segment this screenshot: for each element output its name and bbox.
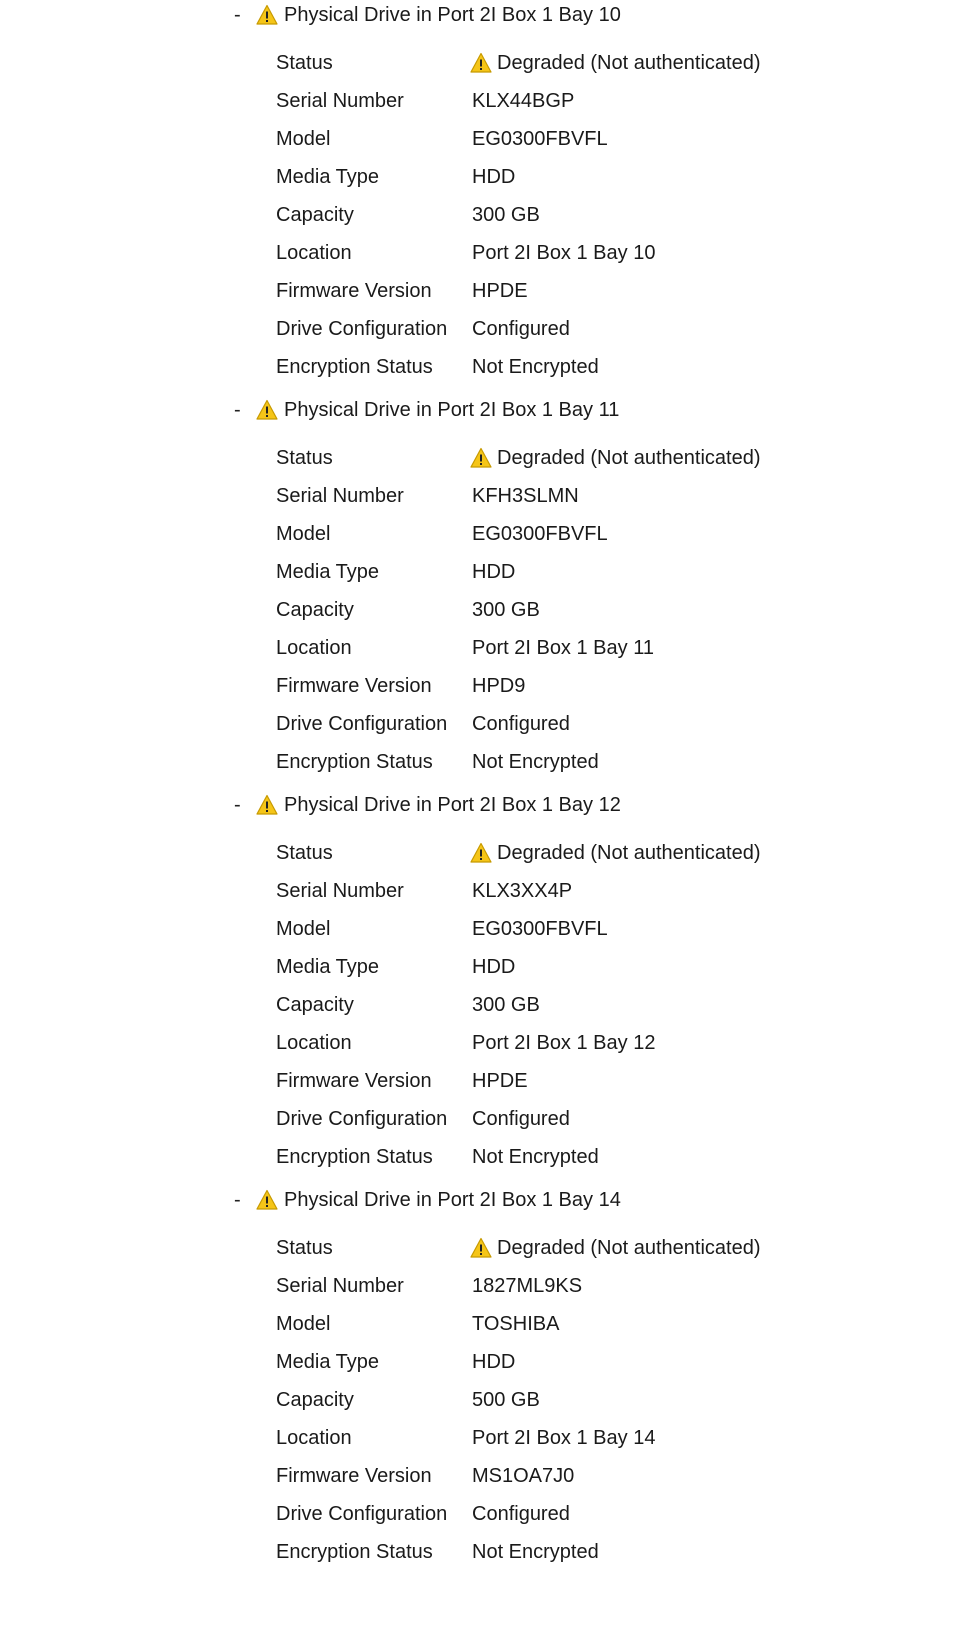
serial-row	[276, 82, 761, 120]
warning-icon	[470, 447, 492, 469]
firmware-row	[276, 1062, 761, 1100]
firmware-value: MS1OA7J0	[472, 1464, 575, 1487]
model-value: EG0300FBVFL	[472, 522, 608, 545]
model-label: Model	[276, 522, 331, 545]
warning-icon	[256, 794, 278, 816]
location-row	[276, 1419, 761, 1457]
model-value: TOSHIBA	[472, 1312, 560, 1335]
drive-properties	[276, 439, 761, 781]
serial-row	[276, 1267, 761, 1305]
serial-value: KFH3SLMN	[472, 484, 579, 507]
warning-icon	[470, 1237, 492, 1259]
model-label: Model	[276, 917, 331, 940]
collapse-toggle[interactable]: -	[234, 1189, 241, 1211]
encryption-label: Encryption Status	[276, 750, 433, 773]
media-type-label: Media Type	[276, 1350, 380, 1373]
collapse-toggle[interactable]: -	[234, 399, 241, 421]
config-row	[276, 310, 761, 348]
warning-icon	[256, 399, 278, 421]
firmware-label: Firmware Version	[276, 1464, 432, 1487]
drive-header[interactable]	[234, 395, 619, 425]
capacity-row	[276, 986, 761, 1024]
drive-header[interactable]	[234, 0, 621, 30]
status-text: Degraded (Not authenticated)	[497, 446, 761, 469]
status-row	[276, 834, 761, 872]
model-label: Model	[276, 127, 331, 150]
collapse-toggle[interactable]: -	[234, 4, 241, 26]
capacity-value: 500 GB	[472, 1388, 540, 1411]
config-label: Drive Configuration	[276, 712, 448, 735]
model-row	[276, 515, 761, 553]
status-value	[472, 1237, 761, 1260]
config-row	[276, 1100, 761, 1138]
drive-properties	[276, 834, 761, 1176]
location-value: Port 2I Box 1 Bay 11	[472, 636, 654, 659]
location-row	[276, 629, 761, 667]
location-label: Location	[276, 636, 352, 659]
capacity-label: Capacity	[276, 598, 354, 621]
encryption-value: Not Encrypted	[472, 750, 599, 773]
serial-value: KLX3XX4P	[472, 879, 573, 902]
capacity-row	[276, 1381, 761, 1419]
firmware-row	[276, 1457, 761, 1495]
location-row	[276, 1024, 761, 1062]
drive-title: Physical Drive in Port 2I Box 1 Bay 14	[284, 1189, 621, 1211]
location-label: Location	[276, 241, 352, 264]
status-row	[276, 1229, 761, 1267]
status-label: Status	[276, 51, 333, 74]
media-type-value: HDD	[472, 165, 516, 188]
status-text: Degraded (Not authenticated)	[497, 51, 761, 74]
warning-icon	[470, 842, 492, 864]
drive-title: Physical Drive in Port 2I Box 1 Bay 10	[284, 4, 621, 26]
media-type-value: HDD	[472, 955, 516, 978]
media-type-value: HDD	[472, 1350, 516, 1373]
model-row	[276, 910, 761, 948]
model-row	[276, 1305, 761, 1343]
serial-label: Serial Number	[276, 1274, 404, 1297]
capacity-row	[276, 591, 761, 629]
firmware-label: Firmware Version	[276, 1069, 432, 1092]
media-type-row	[276, 948, 761, 986]
media-type-value: HDD	[472, 560, 516, 583]
serial-row	[276, 477, 761, 515]
location-value: Port 2I Box 1 Bay 12	[472, 1031, 656, 1054]
drive-properties	[276, 1229, 761, 1571]
status-value	[472, 842, 761, 865]
serial-label: Serial Number	[276, 484, 404, 507]
warning-icon	[470, 52, 492, 74]
config-value: Configured	[472, 1107, 570, 1130]
encryption-value: Not Encrypted	[472, 1540, 599, 1563]
encryption-row	[276, 1138, 761, 1176]
warning-icon	[256, 1189, 278, 1211]
status-row	[276, 44, 761, 82]
capacity-row	[276, 196, 761, 234]
encryption-row	[276, 348, 761, 386]
encryption-value: Not Encrypted	[472, 355, 599, 378]
location-row	[276, 234, 761, 272]
config-row	[276, 705, 761, 743]
firmware-row	[276, 272, 761, 310]
capacity-value: 300 GB	[472, 203, 540, 226]
model-row	[276, 120, 761, 158]
physical-drive-section	[0, 1185, 978, 1600]
config-value: Configured	[472, 317, 570, 340]
config-row	[276, 1495, 761, 1533]
encryption-value: Not Encrypted	[472, 1145, 599, 1168]
status-value	[472, 52, 761, 75]
serial-row	[276, 872, 761, 910]
media-type-label: Media Type	[276, 560, 380, 583]
firmware-label: Firmware Version	[276, 279, 432, 302]
status-label: Status	[276, 1236, 333, 1259]
drive-properties	[276, 44, 761, 386]
drive-title: Physical Drive in Port 2I Box 1 Bay 11	[284, 399, 620, 421]
config-value: Configured	[472, 712, 570, 735]
physical-drive-section	[0, 790, 978, 1205]
serial-value: 1827ML9KS	[472, 1274, 583, 1297]
location-label: Location	[276, 1426, 352, 1449]
media-type-row	[276, 158, 761, 196]
physical-drive-section	[0, 395, 978, 810]
encryption-row	[276, 1533, 761, 1571]
config-label: Drive Configuration	[276, 1502, 448, 1525]
drive-header[interactable]	[234, 1185, 621, 1215]
media-type-label: Media Type	[276, 165, 380, 188]
model-value: EG0300FBVFL	[472, 127, 608, 150]
collapse-toggle[interactable]: -	[234, 794, 241, 816]
serial-value: KLX44BGP	[472, 89, 575, 112]
encryption-row	[276, 743, 761, 781]
drive-title: Physical Drive in Port 2I Box 1 Bay 12	[284, 794, 621, 816]
status-label: Status	[276, 841, 333, 864]
encryption-label: Encryption Status	[276, 1145, 433, 1168]
serial-label: Serial Number	[276, 89, 404, 112]
status-value	[472, 447, 761, 470]
status-label: Status	[276, 446, 333, 469]
encryption-label: Encryption Status	[276, 355, 433, 378]
media-type-label: Media Type	[276, 955, 380, 978]
capacity-label: Capacity	[276, 203, 354, 226]
config-label: Drive Configuration	[276, 317, 448, 340]
location-value: Port 2I Box 1 Bay 10	[472, 241, 656, 264]
status-row	[276, 439, 761, 477]
encryption-label: Encryption Status	[276, 1540, 433, 1563]
location-value: Port 2I Box 1 Bay 14	[472, 1426, 656, 1449]
config-label: Drive Configuration	[276, 1107, 448, 1130]
firmware-row	[276, 667, 761, 705]
model-value: EG0300FBVFL	[472, 917, 608, 940]
capacity-value: 300 GB	[472, 993, 540, 1016]
location-label: Location	[276, 1031, 352, 1054]
physical-drive-section	[0, 0, 978, 415]
model-label: Model	[276, 1312, 331, 1335]
firmware-label: Firmware Version	[276, 674, 432, 697]
serial-label: Serial Number	[276, 879, 404, 902]
status-text: Degraded (Not authenticated)	[497, 841, 761, 864]
capacity-value: 300 GB	[472, 598, 540, 621]
firmware-value: HPD9	[472, 674, 526, 697]
capacity-label: Capacity	[276, 1388, 354, 1411]
warning-icon	[256, 4, 278, 26]
config-value: Configured	[472, 1502, 570, 1525]
media-type-row	[276, 1343, 761, 1381]
drive-header[interactable]	[234, 790, 621, 820]
firmware-value: HPDE	[472, 279, 528, 302]
status-text: Degraded (Not authenticated)	[497, 1236, 761, 1259]
firmware-value: HPDE	[472, 1069, 528, 1092]
capacity-label: Capacity	[276, 993, 354, 1016]
media-type-row	[276, 553, 761, 591]
